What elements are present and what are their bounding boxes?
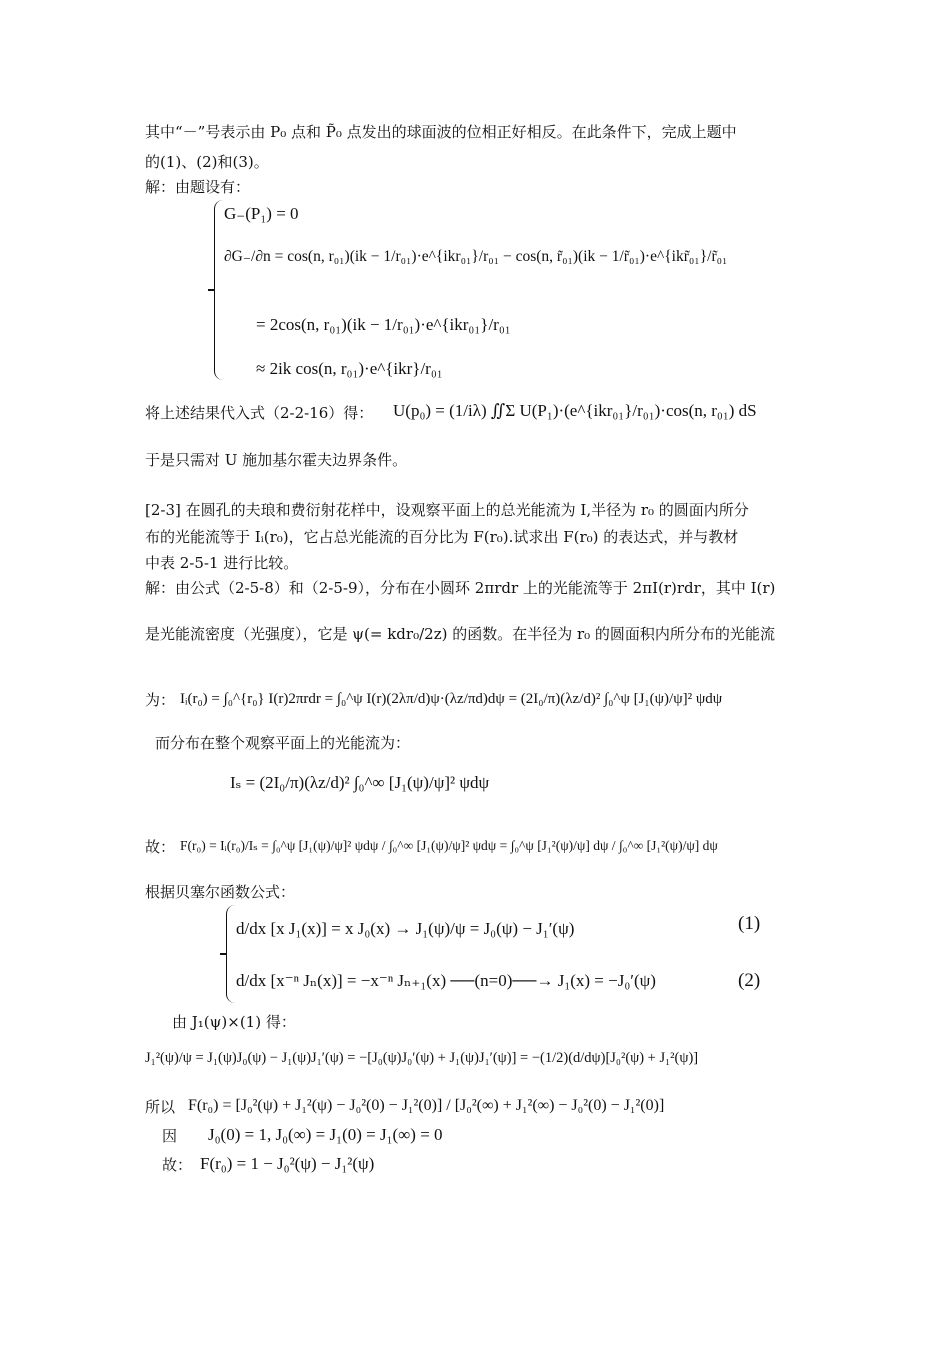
system-eq-3: = 2cos(n, r₀₁)(ik − 1/r₀₁)·e^{ikr₀₁}/r₀₁ [256, 315, 511, 334]
bessel-intro: 根据贝塞尔函数公式： [145, 883, 296, 901]
solution2-line-2: 是光能流密度（光强度），它是 ψ(= kdr₀/2z) 的函数。在半径为 r₀ 的圆面积内所分布的光能流 [145, 625, 775, 643]
solution2-wei: 为： [145, 691, 176, 709]
final-formula: F(r₀) = 1 − J₀²(ψ) − J₁²(ψ) [200, 1154, 375, 1173]
problem-line-1: [2-3] 在圆孔的夫琅和费衍射花样中，设观察平面上的总光能流为 I,半径为 r₀ 的圆面内所分 [145, 501, 749, 519]
left-brace [214, 200, 223, 380]
so-formula: F(r₀) = [J₀²(ψ) + J₁²(ψ) − J₀²(0) − J₁²(0)] / [J₀²(∞) + J₁²(∞) − J₀²(0) − J₁²(0)] [188, 1097, 665, 1114]
bessel-eq-2-number: (2) [738, 970, 761, 991]
from-step: 由 J₁(ψ)×(1) 得： [172, 1013, 296, 1031]
intro-line-2: 的(1)、(2)和(3)。 [145, 153, 269, 171]
problem-line-2: 布的光能流等于 Iᵢ(r₀)，它占总光能流的百分比为 F(r₀).试求出 F(r₀) 的表达式，并与教材 [145, 528, 739, 546]
system-eq-1: G₋(P₁) = 0 [224, 204, 299, 223]
intro-line-1: 其中“－”号表示由 P₀ 点和 P̃₀ 点发出的球面波的位相正好相反。在此条件下，完成上题中 [145, 123, 737, 141]
bessel-eq-2: d/dx [x⁻ⁿ Jₙ(x)] = −x⁻ⁿ Jₙ₊₁(x) ──(n=0)──→ J₁(x) = −J₀′(ψ) [236, 971, 656, 990]
therefore-prefix: 故： [145, 838, 176, 856]
solution2-line-1: 解：由公式（2-5-8）和（2-5-9），分布在小圆环 2πrdr 上的光能流等于 2πI(r)rdr，其中 I(r) [145, 579, 776, 597]
bessel-brace-tip [220, 953, 227, 955]
formula-Ii: Iᵢ(r₀) = ∫₀^{r₀} I(r)2πrdr = ∫₀^ψ I(r)(2λπ/d)ψ·(λz/πd)dψ = (2I₀/π)(λz/d)² ∫₀^ψ [J₁(ψ)/ψ]² ψdψ [180, 691, 723, 707]
formula-F: F(r₀) = Iᵢ(r₀)/Iₛ = ∫₀^ψ [J₁(ψ)/ψ]² ψdψ / ∫₀^∞ [J₁(ψ)/ψ]² ψdψ = ∫₀^ψ [J₁²(ψ)/ψ] dψ / ∫₀^∞ [J₁²(ψ)/ψ] dψ [180, 838, 718, 853]
final-prefix: 故： [162, 1156, 193, 1174]
bessel-brace [226, 905, 235, 1003]
solution-label: 解：由题设有： [145, 178, 251, 196]
problem-line-3: 中表 2-5-1 进行比较。 [145, 554, 299, 572]
so-prefix: 所以 [145, 1098, 176, 1116]
substitute-text: 将上述结果代入式（2-2-16）得： [145, 404, 374, 422]
system-eq-4: ≈ 2ik cos(n, r₀₁)·e^{ikr}/r₀₁ [256, 359, 443, 378]
formula-Is: Iₛ = (2I₀/π)(λz/d)² ∫₀^∞ [J₁(ψ)/ψ]² ψdψ [230, 773, 490, 792]
bessel-eq-1: d/dx [x J₁(x)] = x J₀(x) → J₁(ψ)/ψ = J₀(ψ) − J₁′(ψ) [236, 919, 575, 938]
system-eq-2: ∂G₋/∂n = cos(n, r₀₁)(ik − 1/r₀₁)·e^{ikr₀₁}/r₀₁ − cos(n, r̃₀₁)(ik − 1/r̃₀₁)·e^{ikr̃₀₁}/r̃₀₁ [224, 248, 728, 265]
whole-plane-text: 而分布在整个观察平面上的光能流为： [155, 734, 411, 752]
brace-tip [208, 289, 215, 291]
bessel-identity: J₁²(ψ)/ψ = J₁(ψ)J₀(ψ) − J₁(ψ)J₁′(ψ) = −[J₀(ψ)J₀′(ψ) + J₁(ψ)J₁′(ψ)] = −(1/2)(d/dψ)[J₀²(ψ) + J₁²(ψ)] [145, 1050, 699, 1066]
kirchhoff-note: 于是只需对 U 施加基尔霍夫边界条件。 [145, 451, 408, 469]
substitute-formula: U(p₀) = (1/iλ) ∬Σ U(P₁)·(e^{ikr₀₁}/r₀₁)·cos(n, r₀₁) dS [393, 401, 757, 420]
because-formula: J₀(0) = 1, J₀(∞) = J₁(0) = J₁(∞) = 0 [208, 1125, 443, 1144]
because-prefix: 因 [162, 1127, 178, 1145]
bessel-eq-1-number: (1) [738, 913, 761, 934]
